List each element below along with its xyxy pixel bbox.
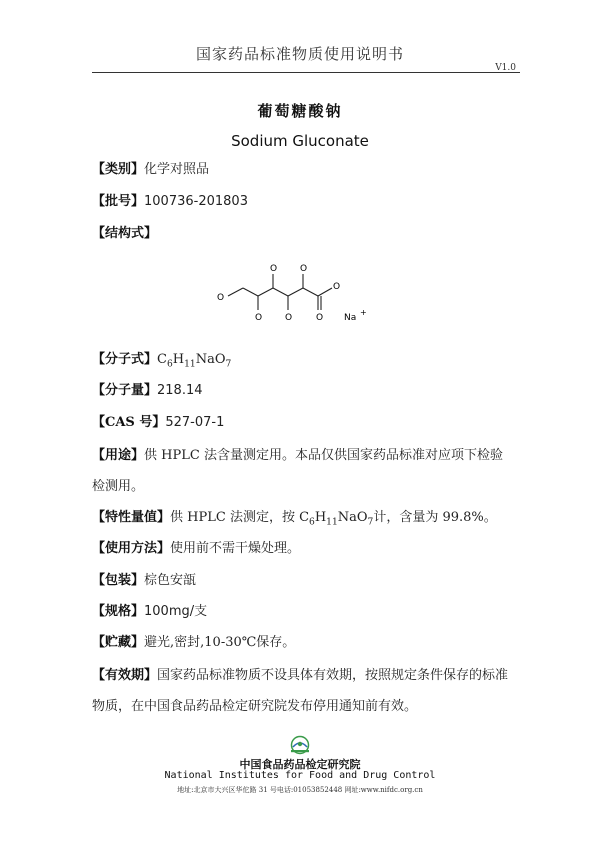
assay-row bbox=[92, 508, 497, 528]
cas-row bbox=[92, 413, 224, 433]
batch-value: 100736-201803 bbox=[144, 194, 248, 209]
validity-value: 国家药品标准物质不设具体有效期，按照规定条件保存的标准物质，在中国食品药品检定研究院发布停用通知前有效。 bbox=[92, 668, 509, 714]
validity-label: 【有效期】 bbox=[92, 668, 158, 683]
assay-value: 供 HPLC 法测定，按 $C_6H_{11}NaO_7$计，含量为 99.8%。 bbox=[170, 510, 497, 528]
assay-label: 【特性量值】 bbox=[92, 510, 171, 525]
footer-address: 地址:北京市大兴区华佗路 31 号电话:01053852448 网址:www.nifdc.org.cn bbox=[177, 786, 423, 794]
batch-label: 【批号】 bbox=[92, 194, 145, 209]
atom-o-6: O bbox=[316, 313, 324, 323]
package-label: 【包装】 bbox=[92, 573, 145, 588]
usage-label: 【用途】 bbox=[92, 448, 145, 463]
formula-value: $C_6H_{11}NaO_7$ bbox=[157, 352, 232, 370]
spec-value: 100mg/支 bbox=[144, 604, 208, 619]
header-title: 国家药品标准物质使用说明书 bbox=[195, 45, 404, 63]
cas-value: 527-07-1 bbox=[165, 415, 225, 430]
formula-row bbox=[92, 350, 231, 370]
atom-o-5: O bbox=[300, 264, 308, 274]
usage-value: 供 HPLC 法含量测定用。本品仅供国家药品标准对应项下检验检测用。 bbox=[92, 448, 503, 494]
header-version: V1.0 bbox=[495, 63, 516, 73]
category-row bbox=[92, 160, 209, 180]
validity-row bbox=[92, 660, 512, 722]
storage-row bbox=[92, 633, 295, 653]
category-label: 【类别】 bbox=[92, 162, 145, 177]
product-name-cn: 葡萄糖酸钠 bbox=[257, 102, 343, 120]
batch-row bbox=[92, 192, 248, 212]
product-name-en: Sodium Gluconate bbox=[231, 132, 369, 150]
nifdc-logo-icon bbox=[287, 735, 313, 755]
method-value: 使用前不需干燥处理。 bbox=[170, 541, 301, 556]
method-label: 【使用方法】 bbox=[92, 541, 171, 556]
structure-label: 【结构式】 bbox=[92, 226, 158, 241]
package-row bbox=[92, 571, 196, 591]
cas-label: 【CAS 号】 bbox=[92, 415, 166, 430]
charge-plus: + bbox=[360, 308, 367, 317]
formula-label: 【分子式】 bbox=[92, 352, 158, 367]
usage-row bbox=[92, 440, 512, 502]
atom-o-1: O bbox=[217, 293, 225, 303]
package-value: 棕色安瓿 bbox=[144, 573, 197, 588]
storage-value: 避光,密封,10-30℃保存。 bbox=[144, 635, 296, 650]
mol-weight-label: 【分子量】 bbox=[92, 383, 158, 398]
atom-o-4: O bbox=[285, 313, 293, 323]
header-rule bbox=[92, 72, 520, 73]
mol-weight-value: 218.14 bbox=[157, 383, 203, 398]
atom-na: Na bbox=[344, 313, 357, 323]
structural-formula bbox=[208, 258, 378, 328]
mol-weight-row bbox=[92, 381, 203, 401]
spec-label: 【规格】 bbox=[92, 604, 145, 619]
category-value: 化学对照品 bbox=[144, 162, 210, 177]
footer-org-en: National Institutes for Food and Drug Control bbox=[164, 770, 436, 781]
structure-row bbox=[92, 224, 157, 244]
atom-o-2: O bbox=[255, 313, 263, 323]
method-row bbox=[92, 539, 300, 559]
storage-label: 【贮藏】 bbox=[92, 635, 145, 650]
footer-org-cn: 中国食品药品检定研究院 bbox=[239, 758, 361, 771]
atom-o-7: O bbox=[333, 282, 341, 292]
atom-o-3: O bbox=[270, 264, 278, 274]
spec-row bbox=[92, 602, 207, 622]
